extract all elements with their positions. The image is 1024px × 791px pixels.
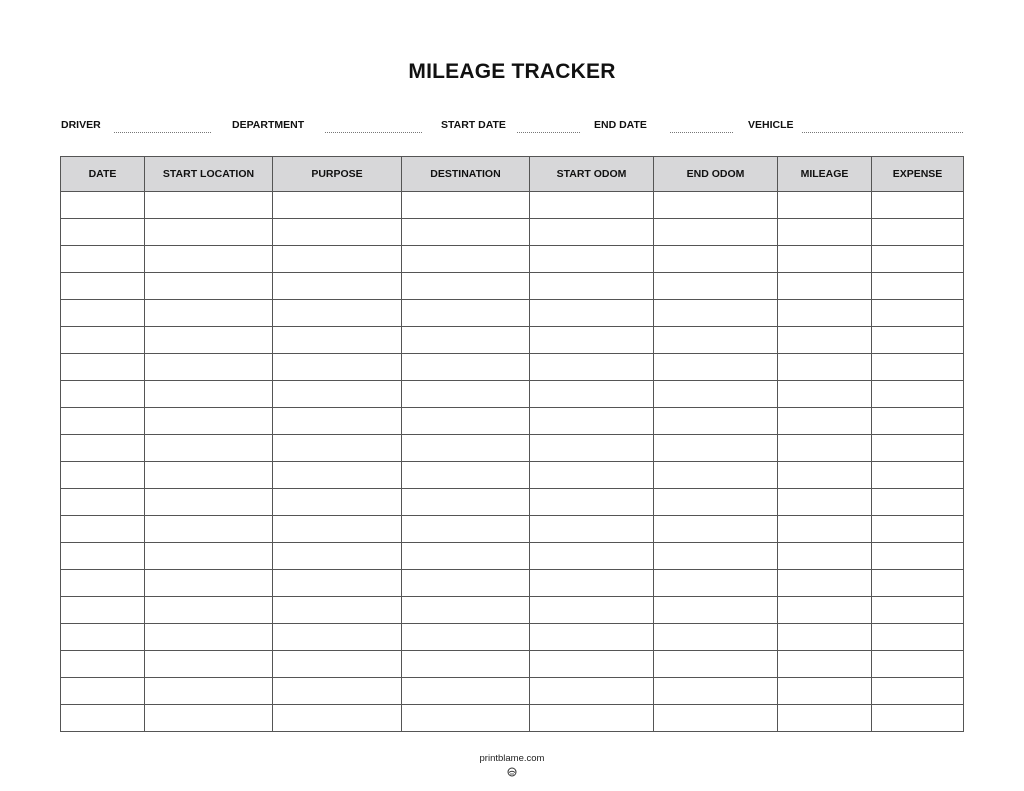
cell-mileage[interactable] [778,678,872,705]
cell-destination[interactable] [402,624,530,651]
column-header-destination: DESTINATION [402,157,530,192]
column-header-end-odom: END ODOM [654,157,778,192]
cell-destination[interactable] [402,246,530,273]
cell-destination[interactable] [402,300,530,327]
cell-end-odom[interactable] [654,543,778,570]
cell-mileage[interactable] [778,597,872,624]
end-date-field[interactable] [670,132,733,133]
cell-end-odom[interactable] [654,516,778,543]
mileage-log-table [60,156,964,732]
cell-mileage[interactable] [778,408,872,435]
cell-mileage[interactable] [778,489,872,516]
cell-date[interactable] [61,300,145,327]
cell-purpose[interactable] [273,624,402,651]
cell-start-odom[interactable] [530,462,654,489]
cell-expense[interactable] [872,435,964,462]
cell-purpose[interactable] [273,327,402,354]
cell-start-odom[interactable] [530,651,654,678]
cell-start-odom[interactable] [530,516,654,543]
column-header-start-location: START LOCATION [145,157,273,192]
cell-expense[interactable] [872,651,964,678]
cell-start-location[interactable] [145,354,273,381]
cell-date[interactable] [61,570,145,597]
cell-end-odom[interactable] [654,273,778,300]
cell-mileage[interactable] [778,246,872,273]
cell-end-odom[interactable] [654,705,778,732]
cell-date[interactable] [61,327,145,354]
cell-start-odom[interactable] [530,381,654,408]
cell-date[interactable] [61,516,145,543]
printblame-logo-icon [507,767,517,777]
cell-expense[interactable] [872,597,964,624]
cell-purpose[interactable] [273,219,402,246]
table-row [61,300,964,327]
cell-start-location[interactable] [145,435,273,462]
department-label: DEPARTMENT [232,119,305,131]
cell-destination[interactable] [402,705,530,732]
cell-end-odom[interactable] [654,192,778,219]
cell-start-location[interactable] [145,192,273,219]
cell-expense[interactable] [872,192,964,219]
cell-start-odom[interactable] [530,597,654,624]
cell-start-location[interactable] [145,651,273,678]
table-row [61,624,964,651]
cell-purpose[interactable] [273,516,402,543]
cell-date[interactable] [61,597,145,624]
cell-expense[interactable] [872,354,964,381]
cell-destination[interactable] [402,516,530,543]
cell-mileage[interactable] [778,381,872,408]
cell-purpose[interactable] [273,489,402,516]
cell-purpose[interactable] [273,381,402,408]
vehicle-field[interactable] [802,132,963,133]
cell-purpose[interactable] [273,354,402,381]
table-row [61,435,964,462]
cell-date[interactable] [61,651,145,678]
table-row [61,219,964,246]
cell-start-location[interactable] [145,705,273,732]
cell-expense[interactable] [872,705,964,732]
cell-mileage[interactable] [778,300,872,327]
cell-date[interactable] [61,462,145,489]
table-row [61,489,964,516]
cell-date[interactable] [61,624,145,651]
cell-start-location[interactable] [145,489,273,516]
cell-mileage[interactable] [778,462,872,489]
cell-start-odom[interactable] [530,408,654,435]
vehicle-label: VEHICLE [748,119,794,131]
table-row [61,705,964,732]
start-date-field[interactable] [517,132,580,133]
cell-purpose[interactable] [273,462,402,489]
cell-start-odom[interactable] [530,327,654,354]
cell-start-location[interactable] [145,462,273,489]
cell-date[interactable] [61,192,145,219]
cell-mileage[interactable] [778,543,872,570]
cell-start-location[interactable] [145,570,273,597]
cell-destination[interactable] [402,462,530,489]
table-row [61,651,964,678]
cell-purpose[interactable] [273,597,402,624]
cell-expense[interactable] [872,489,964,516]
department-field[interactable] [325,132,422,133]
cell-destination[interactable] [402,327,530,354]
cell-purpose[interactable] [273,705,402,732]
table-row [61,327,964,354]
cell-date[interactable] [61,435,145,462]
cell-end-odom[interactable] [654,597,778,624]
table-row [61,516,964,543]
cell-start-location[interactable] [145,273,273,300]
column-header-mileage: MILEAGE [778,157,872,192]
cell-start-location[interactable] [145,219,273,246]
footer-site: printblame.com [479,753,545,764]
cell-mileage[interactable] [778,327,872,354]
column-header-date: DATE [61,157,145,192]
cell-purpose[interactable] [273,192,402,219]
start-date-label: START DATE [441,119,506,131]
cell-mileage[interactable] [778,354,872,381]
cell-destination[interactable] [402,678,530,705]
cell-end-odom[interactable] [654,246,778,273]
cell-date[interactable] [61,543,145,570]
cell-start-odom[interactable] [530,354,654,381]
table-row [61,192,964,219]
cell-end-odom[interactable] [654,219,778,246]
cell-mileage[interactable] [778,435,872,462]
cell-date[interactable] [61,354,145,381]
cell-destination[interactable] [402,597,530,624]
cell-end-odom[interactable] [654,489,778,516]
cell-mileage[interactable] [778,516,872,543]
cell-mileage[interactable] [778,219,872,246]
cell-expense[interactable] [872,516,964,543]
cell-expense[interactable] [872,543,964,570]
table-row [61,381,964,408]
cell-destination[interactable] [402,570,530,597]
cell-end-odom[interactable] [654,381,778,408]
table-row [61,354,964,381]
cell-date[interactable] [61,273,145,300]
cell-expense[interactable] [872,408,964,435]
cell-mileage[interactable] [778,705,872,732]
cell-expense[interactable] [872,246,964,273]
column-header-purpose: PURPOSE [273,157,402,192]
cell-mileage[interactable] [778,651,872,678]
cell-date[interactable] [61,219,145,246]
cell-date[interactable] [61,678,145,705]
cell-expense[interactable] [872,462,964,489]
cell-start-odom[interactable] [530,543,654,570]
cell-date[interactable] [61,489,145,516]
cell-destination[interactable] [402,219,530,246]
cell-start-location[interactable] [145,246,273,273]
cell-date[interactable] [61,246,145,273]
table-row [61,570,964,597]
cell-end-odom[interactable] [654,624,778,651]
table-row [61,543,964,570]
column-header-start-odom: START ODOM [530,157,654,192]
table-header-row [61,157,964,192]
cell-start-odom[interactable] [530,246,654,273]
cell-purpose[interactable] [273,543,402,570]
page-title: MILEAGE TRACKER [408,60,616,83]
table-row [61,462,964,489]
cell-start-odom[interactable] [530,705,654,732]
cell-expense[interactable] [872,300,964,327]
cell-end-odom[interactable] [654,408,778,435]
cell-end-odom[interactable] [654,678,778,705]
cell-purpose[interactable] [273,408,402,435]
cell-expense[interactable] [872,219,964,246]
cell-start-location[interactable] [145,300,273,327]
cell-destination[interactable] [402,408,530,435]
cell-destination[interactable] [402,435,530,462]
cell-start-odom[interactable] [530,678,654,705]
tracker-info-fields [61,119,963,139]
cell-start-odom[interactable] [530,624,654,651]
cell-expense[interactable] [872,273,964,300]
cell-start-location[interactable] [145,624,273,651]
cell-date[interactable] [61,705,145,732]
cell-start-odom[interactable] [530,273,654,300]
cell-destination[interactable] [402,192,530,219]
driver-label: DRIVER [61,119,101,131]
cell-start-location[interactable] [145,381,273,408]
cell-mileage[interactable] [778,273,872,300]
cell-expense[interactable] [872,381,964,408]
cell-purpose[interactable] [273,300,402,327]
column-header-expense: EXPENSE [872,157,964,192]
cell-end-odom[interactable] [654,651,778,678]
table-row [61,273,964,300]
cell-start-location[interactable] [145,678,273,705]
cell-end-odom[interactable] [654,300,778,327]
cell-expense[interactable] [872,678,964,705]
cell-purpose[interactable] [273,273,402,300]
cell-destination[interactable] [402,543,530,570]
cell-destination[interactable] [402,489,530,516]
cell-end-odom[interactable] [654,462,778,489]
cell-start-location[interactable] [145,327,273,354]
cell-purpose[interactable] [273,435,402,462]
cell-expense[interactable] [872,327,964,354]
cell-purpose[interactable] [273,570,402,597]
cell-start-location[interactable] [145,408,273,435]
cell-start-location[interactable] [145,543,273,570]
cell-date[interactable] [61,408,145,435]
cell-purpose[interactable] [273,651,402,678]
cell-end-odom[interactable] [654,435,778,462]
cell-destination[interactable] [402,273,530,300]
cell-purpose[interactable] [273,678,402,705]
cell-end-odom[interactable] [654,354,778,381]
table-row [61,246,964,273]
cell-destination[interactable] [402,354,530,381]
cell-start-location[interactable] [145,516,273,543]
cell-date[interactable] [61,381,145,408]
cell-start-location[interactable] [145,597,273,624]
cell-start-odom[interactable] [530,219,654,246]
cell-start-odom[interactable] [530,489,654,516]
cell-end-odom[interactable] [654,327,778,354]
table-row [61,678,964,705]
cell-mileage[interactable] [778,624,872,651]
cell-expense[interactable] [872,570,964,597]
cell-destination[interactable] [402,381,530,408]
cell-mileage[interactable] [778,192,872,219]
cell-mileage[interactable] [778,570,872,597]
cell-start-odom[interactable] [530,435,654,462]
driver-field[interactable] [114,132,211,133]
cell-start-odom[interactable] [530,300,654,327]
end-date-label: END DATE [594,119,647,131]
cell-purpose[interactable] [273,246,402,273]
cell-end-odom[interactable] [654,570,778,597]
cell-expense[interactable] [872,624,964,651]
table-row [61,597,964,624]
cell-start-odom[interactable] [530,570,654,597]
cell-destination[interactable] [402,651,530,678]
cell-start-odom[interactable] [530,192,654,219]
table-row [61,408,964,435]
